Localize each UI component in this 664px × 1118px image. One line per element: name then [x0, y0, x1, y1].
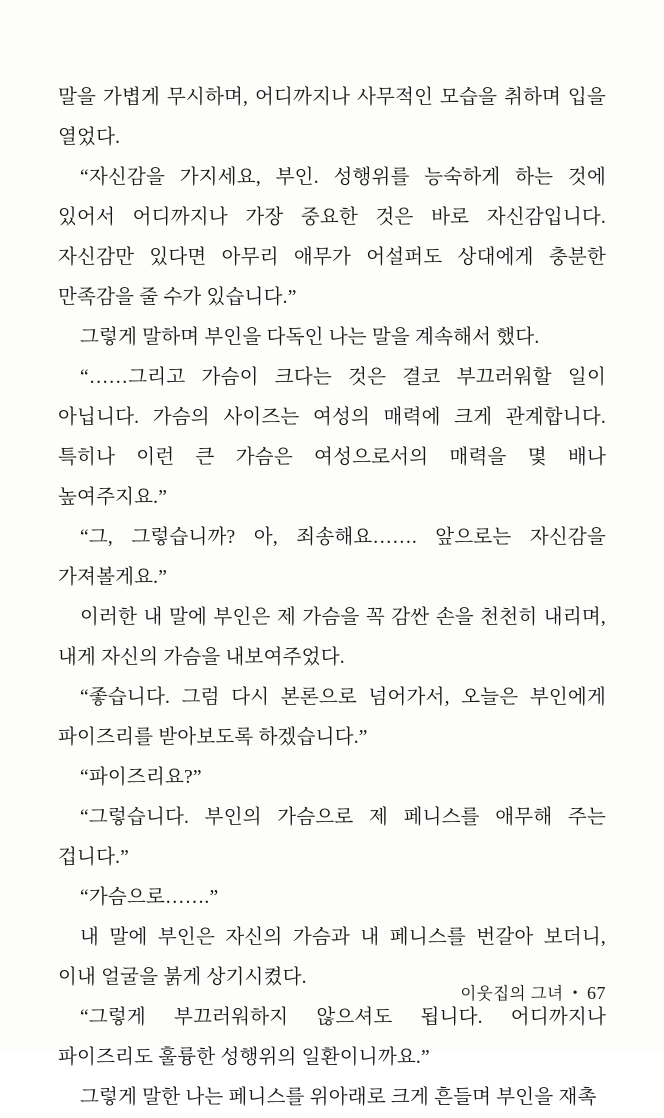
paragraph: “그렇게 부끄러워하지 않으셔도 됩니다. 어디까지나 파이즈리도 훌륭한 성행위의 일환이니까요.”: [58, 1007, 606, 1068]
paragraph: 말을 가볍게 무시하며, 어디까지나 사무적인 모습을 취하며 입을 열었다.: [58, 87, 606, 148]
paragraph: 이러한 내 말에 부인은 제 가슴을 꼭 감싼 손을 천천히 내리며, 내게 자신의 가슴을 내보여주었다.: [58, 607, 606, 668]
paragraph: 그렇게 말한 나는 페니스를 위아래로 크게 흔들며 부인을 재촉: [80, 1087, 597, 1108]
body-text: [58, 78, 606, 1118]
paragraph: “가슴으로…….”: [80, 887, 219, 908]
paragraph: 그렇게 말하며 부인을 다독인 나는 말을 계속해서 했다.: [80, 327, 540, 348]
footer-separator: •: [572, 986, 578, 1001]
paragraph: “……그리고 가슴이 크다는 것은 결코 부끄러워할 일이 아닙니다. 가슴의 사이즈는 여성의 매력에 크게 관계합니다. 특히나 이런 큰 가슴은 여성으로서의 매력을 몇 배나 높여주지요.”: [58, 367, 606, 508]
paragraph: 내 말에 부인은 자신의 가슴과 내 페니스를 번갈아 보더니, 이내 얼굴을 붉게 상기시켰다.: [58, 927, 606, 988]
footer-book-title: 이웃집의 그녀: [460, 984, 564, 1003]
page-number: 67: [587, 983, 606, 1003]
paragraph: “좋습니다. 그럼 다시 본론으로 넘어가서, 오늘은 부인에게 파이즈리를 받아보도록 하겠습니다.”: [58, 687, 606, 748]
paragraph: “파이즈리요?”: [80, 767, 202, 788]
page-footer: [460, 980, 606, 1004]
paragraph: “자신감을 가지세요, 부인. 성행위를 능숙하게 하는 것에 있어서 어디까지나 가장 중요한 것은 바로 자신감입니다. 자신감만 있다면 아무리 애무가 어설퍼도 상대에게 충분한 만족감을 줄 수가 있습니다.”: [58, 167, 606, 308]
paragraph: “그, 그렇습니까? 아, 죄송해요……. 앞으로는 자신감을 가져볼게요.”: [58, 527, 606, 588]
paragraph: “그렇습니다. 부인의 가슴으로 제 페니스를 애무해 주는 겁니다.”: [58, 807, 606, 868]
